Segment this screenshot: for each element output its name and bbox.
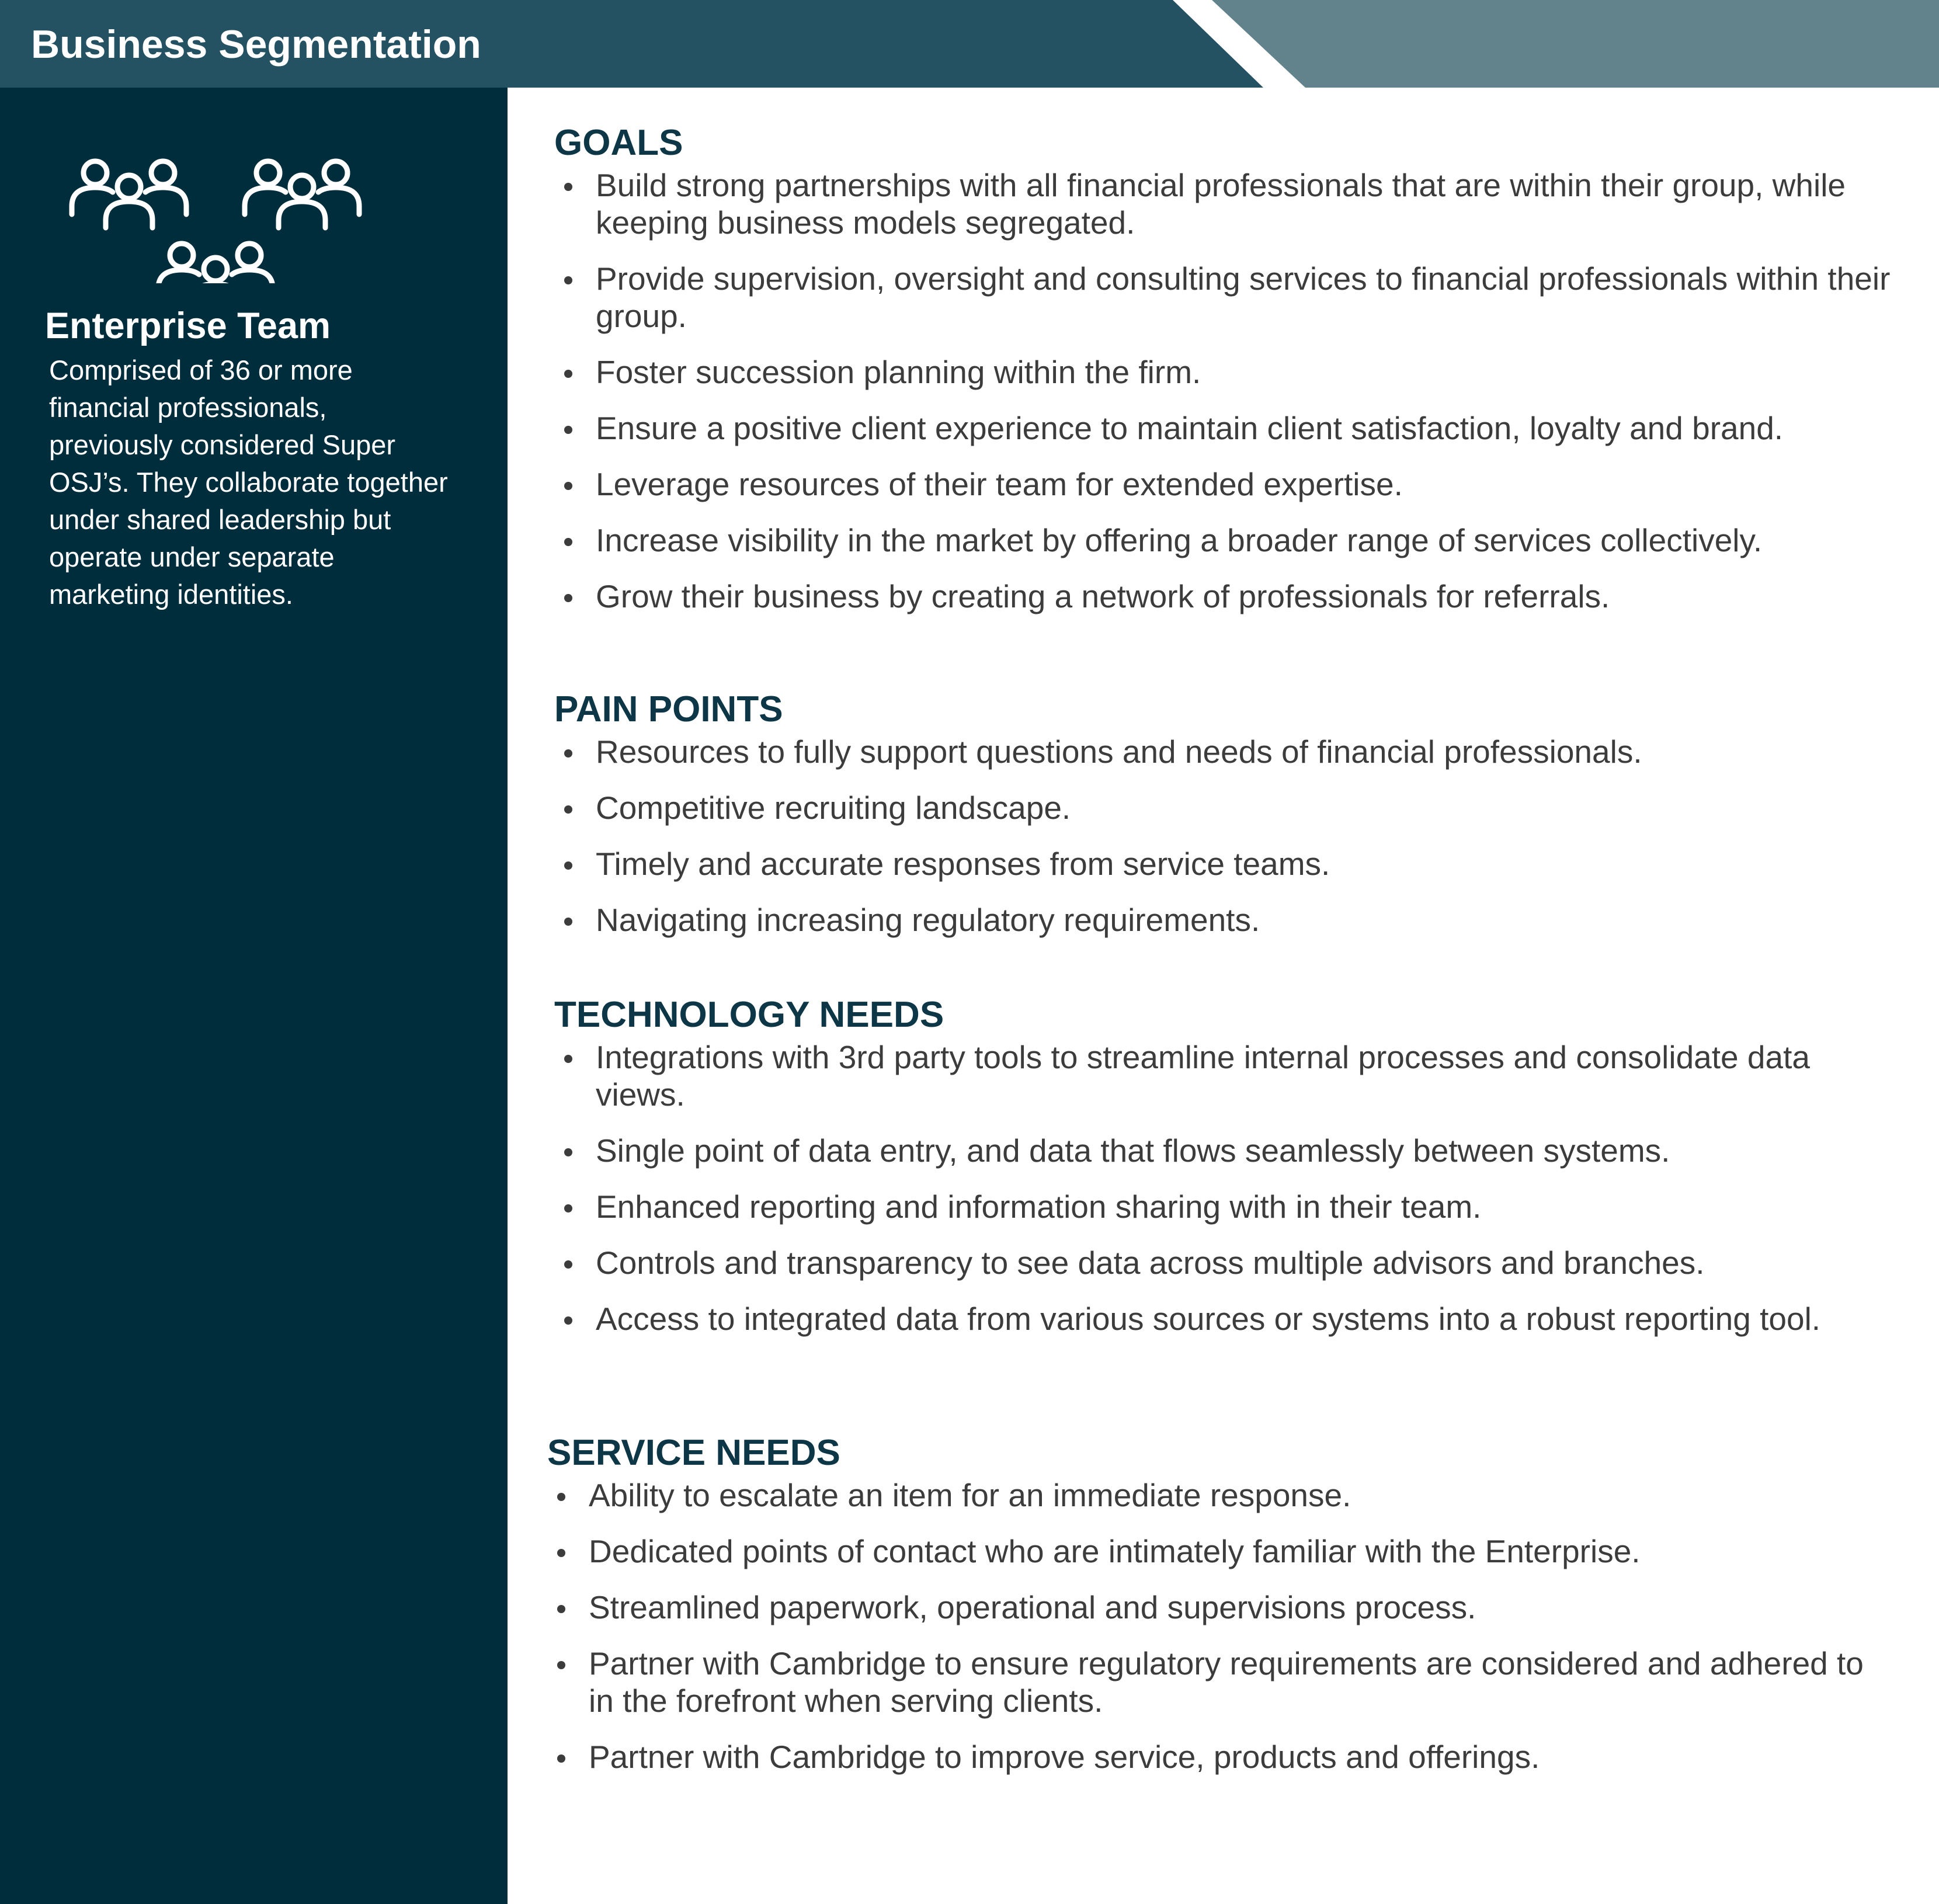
goals-list [554, 166, 1898, 615]
list-item: Navigating increasing regulatory requirements. [554, 901, 1898, 939]
team-description: Comprised of 36 or more financial professionals, previously considered Super OSJ’s. They collaborate together under shared leadership but operate under separate marketing identities. [49, 355, 448, 610]
service-needs-list [547, 1476, 1891, 1776]
list-item: Competitive recruiting landscape. [554, 789, 1898, 826]
list-item: Build strong partnerships with all financial professionals that are within their group, while keeping business models segregated. [554, 166, 1898, 241]
list-item: Timely and accurate responses from service teams. [554, 845, 1898, 882]
list-item: Resources to fully support questions and needs of financial professionals. [554, 733, 1898, 770]
list-item: Enhanced reporting and information sharing with in their team. [554, 1188, 1898, 1225]
list-item: Leverage resources of their team for extended expertise. [554, 465, 1898, 503]
list-item: Dedicated points of contact who are intimately familiar with the Enterprise. [547, 1533, 1891, 1570]
group-of-people-icon [0, 120, 508, 283]
pain-points-list [554, 733, 1898, 939]
list-item: Grow their business by creating a network of professionals for referrals. [554, 578, 1898, 615]
list-item: Streamlined paperwork, operational and supervisions process. [547, 1589, 1891, 1626]
page-title: Business Segmentation [31, 22, 481, 67]
header-banner [0, 0, 1939, 88]
goals-section [554, 120, 1898, 634]
list-item: Ensure a positive client experience to maintain client satisfaction, loyalty and brand. [554, 409, 1898, 447]
list-item: Foster succession planning within the firm. [554, 353, 1898, 391]
pain-points-section [554, 686, 1898, 957]
list-item: Partner with Cambridge to improve service, products and offerings. [547, 1738, 1891, 1776]
list-item: Access to integrated data from various sources or systems into a robust reporting tool. [554, 1300, 1898, 1337]
section-title-goals: GOALS [554, 123, 683, 163]
section-title-pain-points: PAIN POINTS [554, 689, 783, 729]
service-needs-section [547, 1430, 1891, 1794]
list-item: Increase visibility in the market by offering a broader range of services collectively. [554, 522, 1898, 559]
list-item: Controls and transparency to see data across multiple advisors and branches. [554, 1244, 1898, 1281]
main-content [508, 88, 1939, 1904]
technology-needs-list [554, 1038, 1898, 1337]
section-title-service-needs: SERVICE NEEDS [547, 1433, 840, 1473]
list-item: Single point of data entry, and data that flows seamlessly between systems. [554, 1132, 1898, 1169]
list-item: Ability to escalate an item for an immediate response. [547, 1476, 1891, 1514]
list-item: Partner with Cambridge to ensure regulatory requirements are considered and adhered to in the forefront when serving clients. [547, 1645, 1891, 1719]
sidebar [0, 88, 508, 1904]
list-item: Provide supervision, oversight and consulting services to financial professionals within their group. [554, 260, 1898, 335]
section-title-technology-needs: TECHNOLOGY NEEDS [554, 995, 944, 1035]
list-item: Integrations with 3rd party tools to streamline internal processes and consolidate data views. [554, 1038, 1898, 1113]
technology-needs-section [554, 992, 1898, 1356]
team-title: Enterprise Team [45, 305, 331, 346]
